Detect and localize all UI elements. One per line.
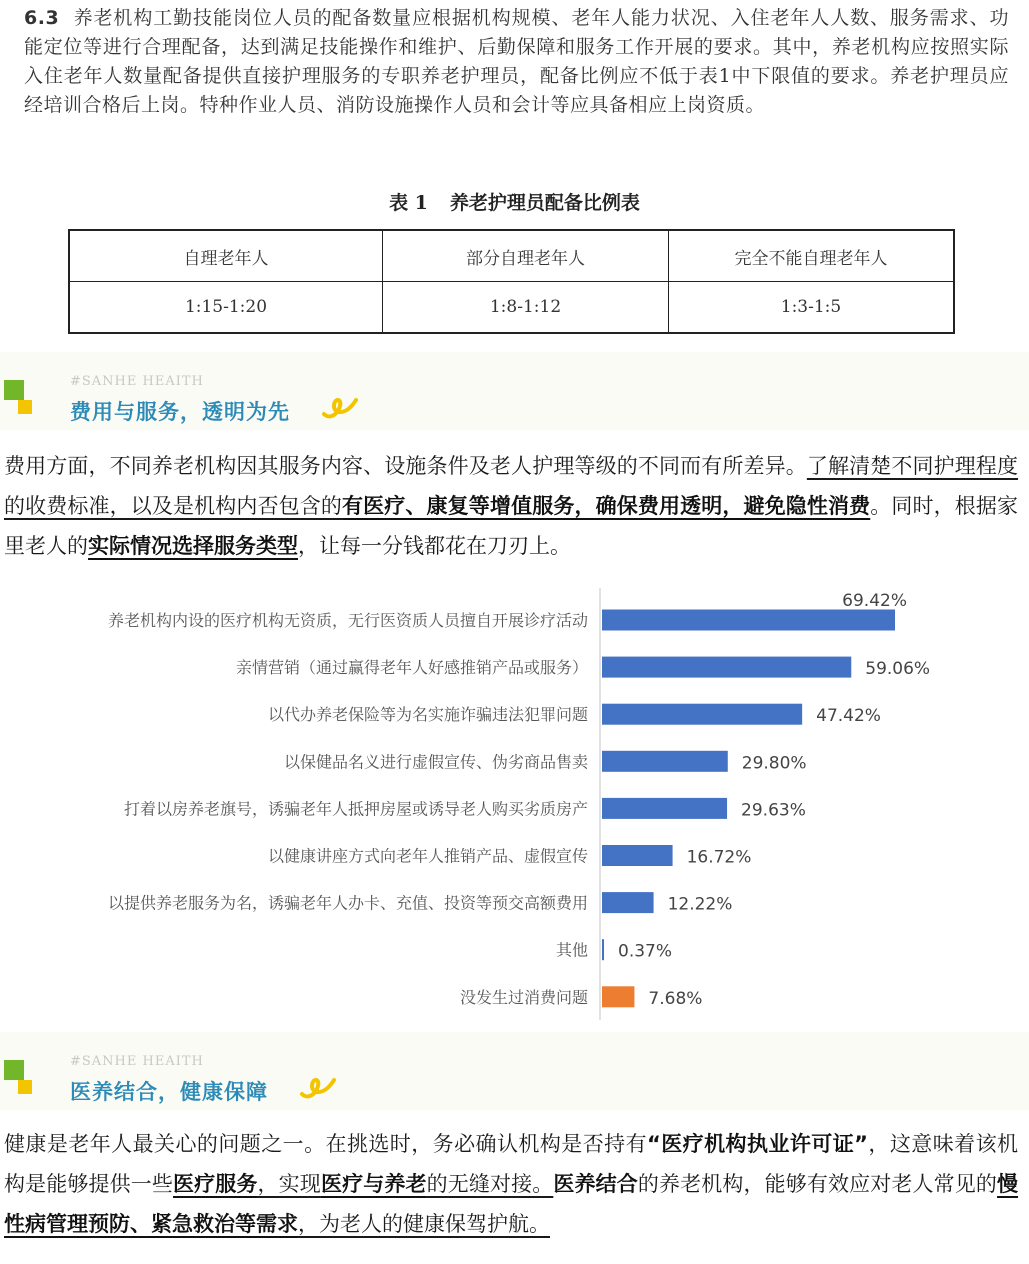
ratio-table <box>68 229 955 334</box>
table-header-cell: 部分自理老年人 <box>383 230 669 282</box>
fees-text-3: 。同时，根据家里老人的 <box>4 494 1019 558</box>
chart-bar <box>602 610 895 631</box>
clause-text: 养老机构工勤技能岗位人员的配备数量应根据机构规模、老年人能力状况、入住老年人人数、服务需求、功能定位等进行合理配备，达到满足技能操作和维护、后勤保障和服务工作开展的要求。其中，养老机构应按照实际入住老年人数量配备提供直接护理服务的专职养老护理员，配备比例应不低于表1中下限值的要求。养老护理员应经培训合格后上岗。特种作业人员、消防设施操作人员和会计等应具备相应上岗资质。 <box>24 7 1009 116</box>
chart-bar <box>602 986 634 1007</box>
chart-value-label: 29.80% <box>741 753 807 774</box>
medical-bold-1: “医疗机构执业许可证” <box>647 1132 868 1156</box>
chart-bar <box>602 939 604 960</box>
table-row <box>69 282 954 334</box>
fees-bold-2: 实际情况选择服务类型 <box>88 534 298 558</box>
consumer-issues-bar-chart <box>0 580 1029 1030</box>
chart-bar <box>602 892 654 913</box>
chart-value-label: 7.68% <box>648 988 703 1009</box>
medical-bold-2: 医疗服务 <box>173 1172 258 1196</box>
table-header-cell: 完全不能自理老年人 <box>669 230 955 282</box>
standard-excerpt <box>0 0 1029 352</box>
green-square-icon <box>4 1060 24 1080</box>
medical-text-5: 的养老机构，能够有效应对老人常见的 <box>637 1172 998 1196</box>
section-header-medical <box>0 1032 1029 1110</box>
chart-value-label: 59.06% <box>865 659 931 680</box>
chart-category-label: 其他 <box>555 940 588 960</box>
chart-bar <box>602 751 728 772</box>
medical-paragraph <box>4 1124 1018 1244</box>
table-header-cell: 自理老年人 <box>69 230 383 282</box>
medical-text-3: ，实现 <box>257 1172 321 1196</box>
medical-bold-5: 慢性病管理预防、紧急救治等需求 <box>4 1172 1019 1236</box>
chart-bars <box>108 591 930 1009</box>
fees-text-2: 了解清楚不同护理程度的收费标准，以及是机构内否包含的 <box>4 454 1019 518</box>
chart-category-label: 以保健品名义进行虚假宣传、伪劣商品售卖 <box>283 752 588 772</box>
chart-category-label: 以健康讲座方式向老年人推销产品、虚假宣传 <box>267 846 588 866</box>
medical-text-4: 的无缝对接。 <box>426 1172 554 1196</box>
green-square-icon <box>4 380 24 400</box>
chart-value-label: 69.42% <box>842 591 907 611</box>
medical-bold-3: 医疗与养老 <box>320 1172 427 1196</box>
chart-bar <box>602 657 851 678</box>
fees-text-1: 费用方面，不同养老机构因其服务内容、设施条件及老人护理等级的不同而有所差异。 <box>4 454 807 478</box>
section-title: 费用与服务，透明为先 <box>70 400 290 424</box>
chart-value-label: 12.22% <box>667 894 733 915</box>
chart-value-label: 0.37% <box>618 941 673 962</box>
medical-bold-4: 医养结合 <box>553 1172 638 1196</box>
chart-category-label: 打着以房养老旗号，诱骗老年人抵押房屋或诱导老人购买劣质房产 <box>123 799 588 819</box>
chart-value-label: 29.63% <box>741 800 806 821</box>
chart-category-label: 以代办养老保险等为名实施诈骗违法犯罪问题 <box>267 705 588 725</box>
chart-category-label: 没发生过消费问题 <box>459 987 588 1007</box>
yellow-square-icon <box>18 400 32 414</box>
chart-bar <box>602 704 802 725</box>
clause-number: 6.3 <box>24 7 60 29</box>
table-cell: 1:15-1:20 <box>69 282 383 334</box>
table-title: 养老护理员配备比例表 <box>449 192 640 214</box>
chart-category-label: 以提供养老服务为名，诱骗老年人办卡、充值、投资等预交高额费用 <box>107 893 588 913</box>
chart-value-label: 16.72% <box>686 847 752 868</box>
chart-bar <box>602 845 673 866</box>
section-tag: #SANHE HEAITH <box>70 1054 204 1069</box>
table-cell: 1:8-1:12 <box>383 282 669 334</box>
squiggle-icon <box>298 1074 338 1102</box>
fees-bold-1: 有医疗、康复等增值服务，确保费用透明，避免隐性消费 <box>342 494 871 518</box>
chart-category-label: 亲情营销（通过赢得老年人好感推销产品或服务） <box>235 658 588 678</box>
fees-paragraph <box>4 446 1018 566</box>
table-label: 表 1 <box>389 192 428 214</box>
squiggle-icon <box>320 394 360 422</box>
standard-paragraph <box>24 4 1009 120</box>
fees-text-4: ，让每一分钱都花在刀刃上。 <box>298 534 571 558</box>
table-caption <box>0 188 1029 215</box>
yellow-square-icon <box>18 1080 32 1094</box>
chart-category-label: 养老机构内设的医疗机构无资质，无行医资质人员擅自开展诊疗活动 <box>107 611 588 630</box>
section-title: 医养结合，健康保障 <box>70 1080 268 1104</box>
chart-bar <box>602 798 727 819</box>
chart-value-label: 47.42% <box>816 706 881 727</box>
medical-text-1: 健康是老年人最关心的问题之一。在挑选时，务必确认机构是否持有 <box>4 1132 648 1156</box>
table-cell: 1:3-1:5 <box>669 282 955 334</box>
section-tag: #SANHE HEAITH <box>70 374 204 389</box>
table-header-row <box>69 230 954 282</box>
medical-text-2: ，这意味着该机构是能够提供一些 <box>4 1132 1019 1196</box>
section-header-fees <box>0 352 1029 430</box>
medical-text-6: ，为老人的健康保驾护航。 <box>298 1212 550 1236</box>
